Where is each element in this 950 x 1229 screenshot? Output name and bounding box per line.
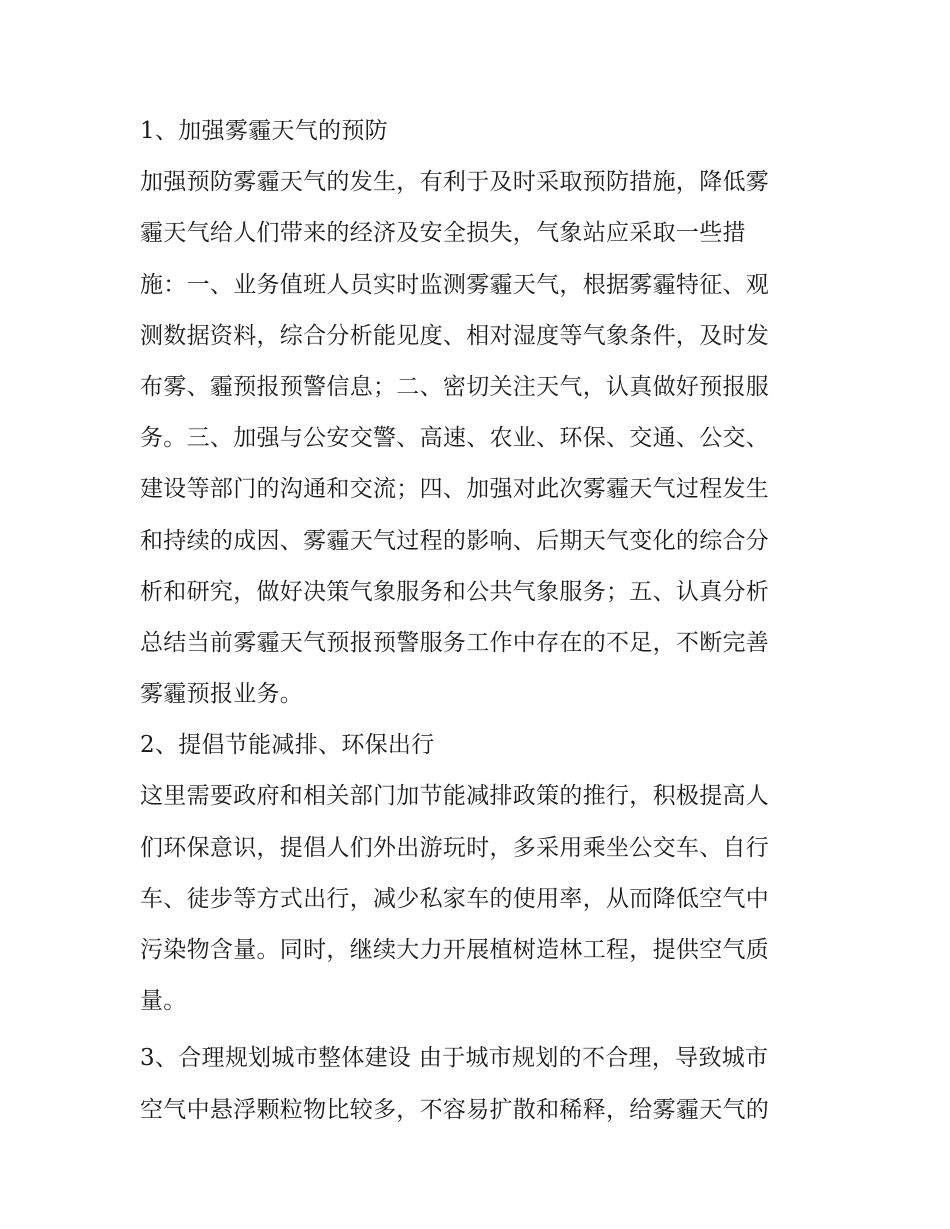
paragraph-line: 这里需要政府和相关部门加节能减排政策的推行，积极提高人: [140, 783, 770, 810]
paragraph-line: 建设等部门的沟通和交流；四、加强对此次雾霾天气过程发生: [140, 476, 770, 503]
paragraph-line: 加强预防雾霾天气的发生，有利于及时采取预防措施，降低雾: [140, 169, 770, 196]
section-heading-1: 1、加强雾霾天气的预防: [140, 118, 388, 144]
paragraph-line: 霾天气给人们带来的经济及安全损失，气象站应采取一些措: [140, 220, 746, 247]
paragraph-line: 空气中悬浮颗粒物比较多，不容易扩散和稀释，给雾霾天气的: [140, 1096, 770, 1123]
paragraph-line: 务。三、加强与公安交警、高速、农业、环保、交通、公交、: [140, 425, 770, 452]
paragraph-line: 布雾、霾预报预警信息；二、密切关注天气，认真做好预报服: [140, 373, 770, 400]
paragraph-line: 车、徒步等方式出行，减少私家车的使用率，从而降低空气中: [140, 885, 770, 912]
paragraph-line: 测数据资料，综合分析能见度、相对湿度等气象条件，及时发: [140, 322, 770, 349]
paragraph-line: 和持续的成因、雾霾天气过程的影响、后期天气变化的综合分: [140, 527, 770, 554]
paragraph-line: 污染物含量。同时，继续大力开展植树造林工程，提供空气质: [140, 937, 770, 963]
paragraph-line: 们环保意识，提倡人们外出游玩时，多采用乘坐公交车、自行: [140, 834, 770, 861]
section-heading-2: 2、提倡节能减排、环保出行: [140, 732, 435, 759]
paragraph-line: 总结当前雾霾天气预报预警服务工作中存在的不足，不断完善: [140, 629, 770, 656]
paragraph-line: 量。: [140, 988, 187, 1015]
document-body: [140, 106, 820, 1136]
paragraph-line: 析和研究，做好决策气象服务和公共气象服务；五、认真分析: [140, 578, 770, 605]
paragraph-line: 雾霾预报业务。: [140, 681, 304, 708]
paragraph-line: 施：一、业务值班人员实时监测雾霾天气，根据雾霾特征、观: [140, 271, 770, 298]
section-heading-3: 3、合理规划城市整体建设 由于城市规划的不合理，导致城市: [140, 1045, 769, 1072]
